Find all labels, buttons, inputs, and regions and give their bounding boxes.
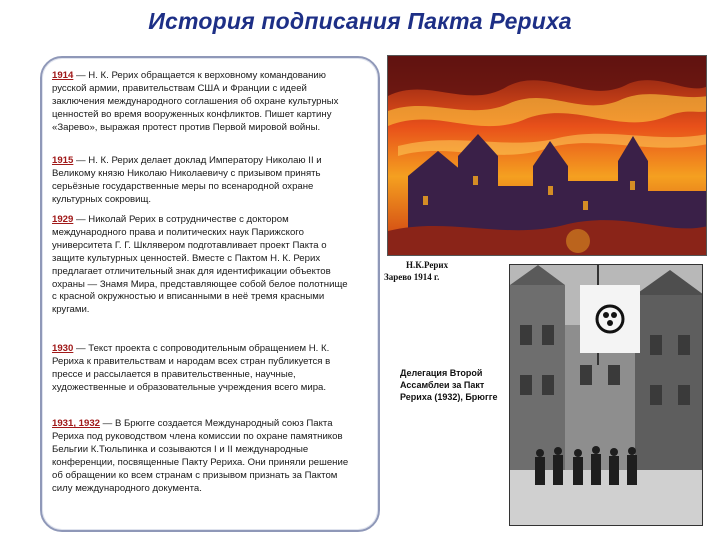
year-label: 1930 — [52, 343, 74, 354]
year-label: 1915 — [52, 155, 74, 166]
year-label: 1914 — [52, 70, 74, 81]
year-label: 1929 — [52, 214, 74, 225]
paragraph-1915 — [52, 155, 352, 207]
painting-caption — [384, 259, 494, 283]
paragraph-text: — В Брюгге создается Международный союз Пакта Рериха под руководством члена комиссии по охране памятников Бельгии К.Тюльпинка и созываются I и II международные конференции, посвященные Пакту Рериха. Они приняли решение об обращении ко всем странам с призывом признать за Пактом силу международного документа. — [52, 418, 349, 494]
paragraph-1914 — [52, 70, 352, 135]
paragraph-text: — Текст проекта с сопроводительным обращением Н. К. Рериха к правительствам и народам всех стран публикуется в прессе и рассылается в правительственные, научные, художественные и образовательные учреждения всего мира. — [52, 343, 331, 393]
year-label: 1931, 1932 — [52, 418, 101, 429]
painting-title-year: Зарево 1914 г. — [384, 272, 440, 282]
paragraph-1929 — [52, 214, 352, 317]
page-title: История подписания Пакта Рериха — [148, 8, 572, 34]
paragraph-1931-1932 — [52, 418, 352, 495]
painting-author: Н.К.Рерих — [406, 260, 449, 270]
paragraph-text: — Николай Рерих в сотрудничестве с доктором международного права и политических наук Парижского университета Г. Г. Шклявером подготавливает проект Пакта о защите культурных ценностей. Вместе с Пактом Н. К. Рерих предлагает отличительный знак для идентификации объектов охраны — Знамя Мира, представляющее собой белое полотнище с красной окружностью и вписанными в неё тремя красными кругами. — [52, 214, 348, 316]
photo-caption: Делегация Второй Ассамблеи за Пакт Рериха (1932), Брюгге — [400, 368, 498, 402]
paragraph-1930 — [52, 343, 352, 395]
paragraph-text: — Н. К. Рерих делает доклад Императору Николаю II и Великому князю Николаю Николаевичу с призывом принять серьёзные государственные меры по всенародной охране культурных сокровищ. — [52, 155, 322, 205]
paragraph-text: — Н. К. Рерих обращается к верховному командованию русской армии, правительствам США и Франции с идеей заключения международного соглашения об охране культурных ценностей во время вооруженных конфликтов. Пишет картину «Зарево», выражая протест против Первой мировой войны. — [52, 70, 339, 133]
painting-zarevo — [387, 55, 707, 256]
photo-delegation-bruges — [509, 264, 703, 526]
